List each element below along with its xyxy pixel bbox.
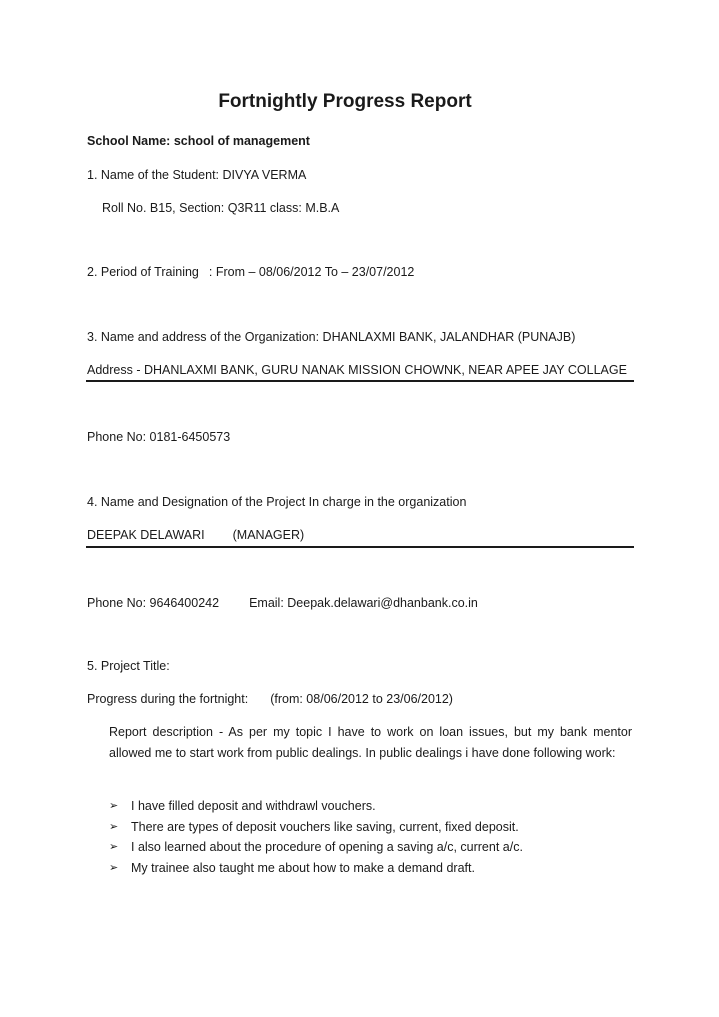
list-item: ➢ I also learned about the procedure of opening a saving a/c, current a/c. (109, 837, 523, 858)
incharge-phone: Phone No: 9646400242 (87, 596, 220, 610)
incharge-email: Email: Deepak.delawari@dhanbank.co.in (249, 596, 478, 610)
incharge-row (87, 528, 304, 543)
progress-label: Progress during the fortnight: (87, 692, 249, 706)
period-of-training (87, 265, 414, 280)
incharge-underline (86, 546, 634, 548)
arrow-bullet-icon: ➢ (109, 841, 119, 853)
roll-section-class: Roll No. B15, Section: Q3R11 class: M.B.A (102, 201, 340, 215)
arrow-bullet-icon: ➢ (109, 861, 119, 874)
incharge-heading: 4. Name and Designation of the Project In charge in the organization (87, 495, 467, 509)
incharge-contact (87, 596, 478, 611)
period-label: 2. Period of Training (87, 265, 199, 279)
period-value: : From – 08/06/2012 To – 23/07/2012 (208, 265, 415, 279)
project-title: 5. Project Title: (87, 659, 170, 673)
organization-name: 3. Name and address of the Organization: DHANLAXMI BANK, JALANDHAR (PUNAJB) (87, 330, 576, 344)
school-name: School Name: school of management (87, 134, 310, 148)
arrow-bullet-icon: ➢ (109, 800, 119, 812)
report-description: Report description - As per my topic I have to work on loan issues, but my bank mentor allowed me to start work from public dealings. In public dealings i have done following work: (109, 725, 632, 760)
page-title: Fortnightly Progress Report (218, 91, 472, 112)
address-underline (86, 380, 634, 382)
arrow-bullet-icon: ➢ (109, 820, 119, 833)
progress-row (87, 692, 453, 707)
incharge-name: DEEPAK DELAWARI (87, 528, 205, 542)
work-list (109, 796, 523, 878)
list-item: ➢ My trainee also taught me about how to make a demand draft. (109, 858, 523, 879)
list-item: ➢ I have filled deposit and withdrawl vouchers. (109, 796, 523, 817)
organization-address: Address - DHANLAXMI BANK, GURU NANAK MISSION CHOWNK, NEAR APEE JAY COLLAGE (87, 363, 627, 377)
incharge-designation: (MANAGER) (232, 528, 305, 542)
student-name: 1. Name of the Student: DIVYA VERMA (87, 168, 307, 182)
list-item: ➢ There are types of deposit vouchers like saving, current, fixed deposit. (109, 817, 523, 838)
progress-range: (from: 08/06/2012 to 23/06/2012) (270, 692, 453, 706)
organization-phone: Phone No: 0181-6450573 (87, 430, 231, 444)
